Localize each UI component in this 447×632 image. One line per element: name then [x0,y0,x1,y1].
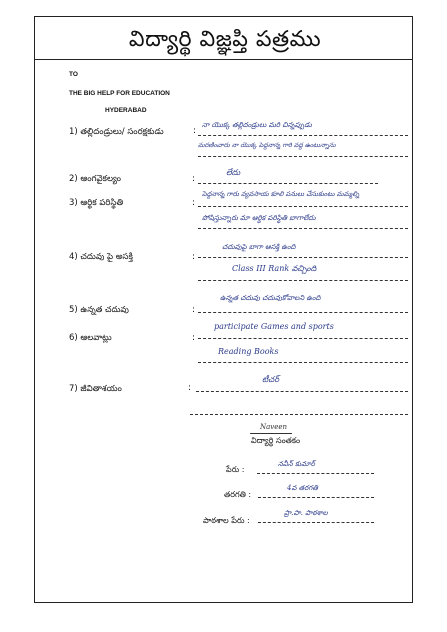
answer-line [198,338,408,339]
answer-line [198,312,408,313]
class-label: తరగతి : [224,490,252,499]
colon: : [193,126,197,136]
answer-line [198,206,408,207]
school-label: పాఠశాల పేరు : [203,516,250,525]
answer-line [257,473,374,474]
address-city: HYDERABAD [105,107,147,114]
higher-education-answer: ఉన్నత చదువు చదువుకోవాలని ఉంది [220,294,321,302]
colon: : [192,305,196,315]
guardian-label: 1) తల్లిదండ్రులు/ సంరక్షకుడు [69,127,164,137]
guardian-answer-line2: మరణించారు నా యొక్క పెద్దనాన్న గారి వద్ద ఉంటున్నాను [198,142,336,149]
answer-line [198,280,408,281]
answer-line [258,497,374,498]
ambition-answer: టీచర్ [262,375,279,384]
financial-answer-line2: పోషిస్తున్నారు మా ఆర్థిక పరిస్థితి బాగాలేదు [202,214,316,222]
colon: : [188,383,192,393]
answer-line [198,362,408,363]
name-label: పేరు : [226,465,245,474]
answer-line [198,257,408,258]
ambition-label: 7) జీవితాశయం [69,384,122,394]
answer-line [198,183,378,184]
school-value: ప్రా.పా. పాఠశాల [284,509,328,517]
answer-line [196,391,408,392]
address-to: TO [69,71,78,78]
habits-answer-line1: participate Games and sports [214,322,334,331]
habits-answer-line2: Reading Books [218,347,279,356]
colon: : [192,333,196,343]
higher-education-label: 5) ఉన్నత చదువు [69,305,129,315]
habits-label: 6) ఆలవాట్లు [69,333,112,343]
student-signature-title: విద్యార్థి సంతకం [251,436,301,445]
disability-answer: లేదు [226,168,241,177]
colon: : [192,198,196,208]
name-value: నవీన్ కుమార్ [278,460,315,468]
form-title: విద్యార్థి విజ్ఞప్తి పత్రము [128,27,322,52]
disability-label: 2) ఆంగవైకల్యం [69,174,121,184]
title-divider [34,59,413,60]
guardian-answer-line1: నా యొక్క తల్లిదండ్రులు మరి చిన్నప్పుడు [202,121,312,129]
financial-label: 3) ఆర్థిక పరిస్థితి [69,198,124,208]
answer-line [198,228,408,229]
answer-line [190,414,408,415]
answer-line [258,522,374,523]
class-value: 4వ తరగతి [287,484,318,492]
financial-answer-line1: పెద్దనాన్న గారు వ్యవసాయ కూలి పనులు చేసుకుంటు మమ్మల్ని [202,190,360,198]
signature-line [250,433,292,434]
colon: : [192,252,196,262]
interest-answer-line2: Class III Rank వచ్చింది [232,264,317,273]
interest-answer-line1: చదువుపై బాగా ఆసక్తి ఉంది [222,243,296,251]
answer-line [198,135,408,136]
colon: : [192,174,196,184]
answer-line [198,156,408,157]
address-org: THE BIG HELP FOR EDUCATION [69,90,170,97]
student-signature-mark: Naveen [260,423,288,431]
interest-label: 4) చదువు పై అసక్తి [69,252,133,262]
